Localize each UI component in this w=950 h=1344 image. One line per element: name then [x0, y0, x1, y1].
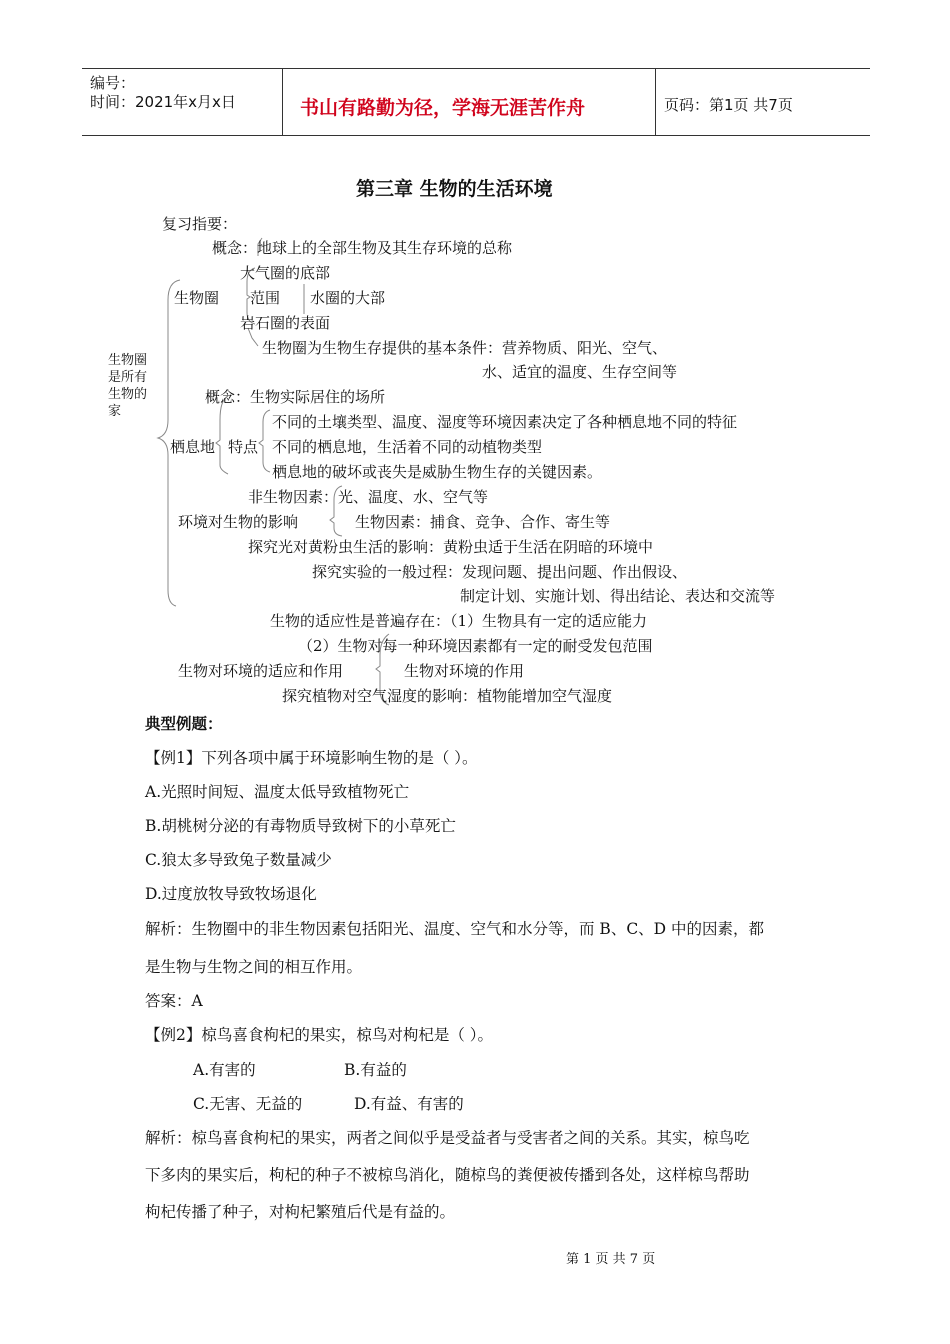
adaptation-1: 生物的适应性是普遍存在：（1）生物具有一定的适应能力	[270, 612, 648, 630]
habitat-feature-1: 不同的土壤类型、温度、湿度等环境因素决定了各种栖息地不同的特征	[272, 413, 738, 431]
example1-question: 【例1】下列各项中属于环境影响生物的是（ ）。	[145, 749, 478, 767]
range-atmosphere: 大气圈的底部	[240, 264, 331, 282]
example2-analysis-1: 解析：椋鸟喜食枸杞的果实，两者之间似乎是受益者与受害者之间的关系。其实，椋鸟吃	[145, 1129, 750, 1147]
example1-option-c: C.狼太多导致兔子数量减少	[145, 851, 332, 869]
features-bracket	[259, 410, 270, 472]
range-hydrosphere: 水圈的大部	[310, 289, 386, 307]
habitat-feature-3: 栖息地的破坏或丧失是威胁生物生存的关键因素。	[272, 463, 603, 481]
example2-question: 【例2】椋鸟喜食枸杞的果实，椋鸟对枸杞是（ ）。	[145, 1026, 494, 1044]
header-motto: 书山有路勤为径，学海无涯苦作舟	[300, 97, 586, 119]
basic-conditions-line1: 生物圈为生物生存提供的基本条件：营养物质、阳光、空气、	[262, 339, 668, 357]
outline-intro: 复习指要：	[162, 215, 238, 233]
experiment-process-2: 制定计划、实施计划、得出结论、表达和交流等	[460, 587, 776, 605]
example2-option-d: D.有益、有害的	[354, 1095, 464, 1113]
light-experiment: 探究光对黄粉虫生活的影响：黄粉虫适于生活在阴暗的环境中	[248, 538, 654, 556]
adaptation-2: （2）生物对每一种环境因素都有一定的耐受发包范围	[298, 637, 653, 655]
page-title: 第三章 生物的生活环境	[356, 178, 553, 200]
outline-root-label: 生物圈是所有生物的家	[108, 353, 148, 419]
experiment-process-1: 探究实验的一般过程：发现问题、提出问题、作出假设、	[312, 563, 688, 581]
humidity-experiment: 探究植物对空气湿度的影响：植物能增加空气湿度	[282, 687, 613, 705]
document-date: 时间：2021年x月x日	[90, 93, 236, 111]
basic-conditions-line2: 水、适宜的温度、生存空间等	[482, 363, 678, 381]
habitat-concept: 概念：生物实际居住的场所	[205, 388, 386, 406]
example2-analysis-2: 下多肉的果实后，枸杞的种子不被椋鸟消化，随椋鸟的粪便被传播到各处，这样椋鸟帮助	[145, 1166, 750, 1184]
habitat-feature-2: 不同的栖息地，生活着不同的动植物类型	[272, 438, 543, 456]
adaptation-effect-label: 生物对环境的适应和作用	[178, 662, 344, 680]
habitat-label: 栖息地	[170, 438, 216, 456]
biosphere-concept: 概念：地球上的全部生物及其生存环境的总称	[212, 239, 513, 257]
example2-option-a: A.有害的	[193, 1061, 256, 1079]
example1-option-b: B.胡桃树分泌的有毒物质导致树下的小草死亡	[145, 817, 456, 835]
example1-answer: 答案：A	[145, 992, 203, 1010]
examples-heading: 典型例题：	[145, 715, 223, 733]
habitat-bracket	[216, 396, 228, 474]
features-label: 特点	[228, 438, 259, 456]
header-page-info: 页码：第1页 共7页	[664, 96, 793, 114]
bio-effect-on-environment: 生物对环境的作用	[404, 662, 525, 680]
example1-option-d: D.过度放牧导致牧场退化	[145, 885, 317, 903]
document-number: 编号：	[90, 74, 136, 92]
example1-analysis-1: 解析：生物圈中的非生物因素包括阳光、温度、空气和水分等，而 B、C、D 中的因素，都	[145, 920, 765, 938]
range-label: 范围	[250, 289, 281, 307]
range-lithosphere: 岩石圈的表面	[240, 314, 331, 332]
environment-effect-label: 环境对生物的影响	[178, 513, 299, 531]
example1-analysis-2: 是生物与生物之间的相互作用。	[145, 958, 363, 976]
example2-option-b: B.有益的	[344, 1061, 407, 1079]
example2-option-c: C.无害、无益的	[193, 1095, 303, 1113]
biosphere-label: 生物圈	[174, 289, 220, 307]
biotic-factors: 生物因素：捕食、竞争、合作、寄生等	[355, 513, 611, 531]
example1-option-a: A.光照时间短、温度太低导致植物死亡	[145, 783, 410, 801]
page-footer: 第 1 页 共 7 页	[566, 1252, 656, 1267]
example2-analysis-3: 枸杞传播了种子，对枸杞繁殖后代是有益的。	[145, 1203, 456, 1221]
abiotic-factors: 非生物因素：光、温度、水、空气等	[248, 488, 489, 506]
